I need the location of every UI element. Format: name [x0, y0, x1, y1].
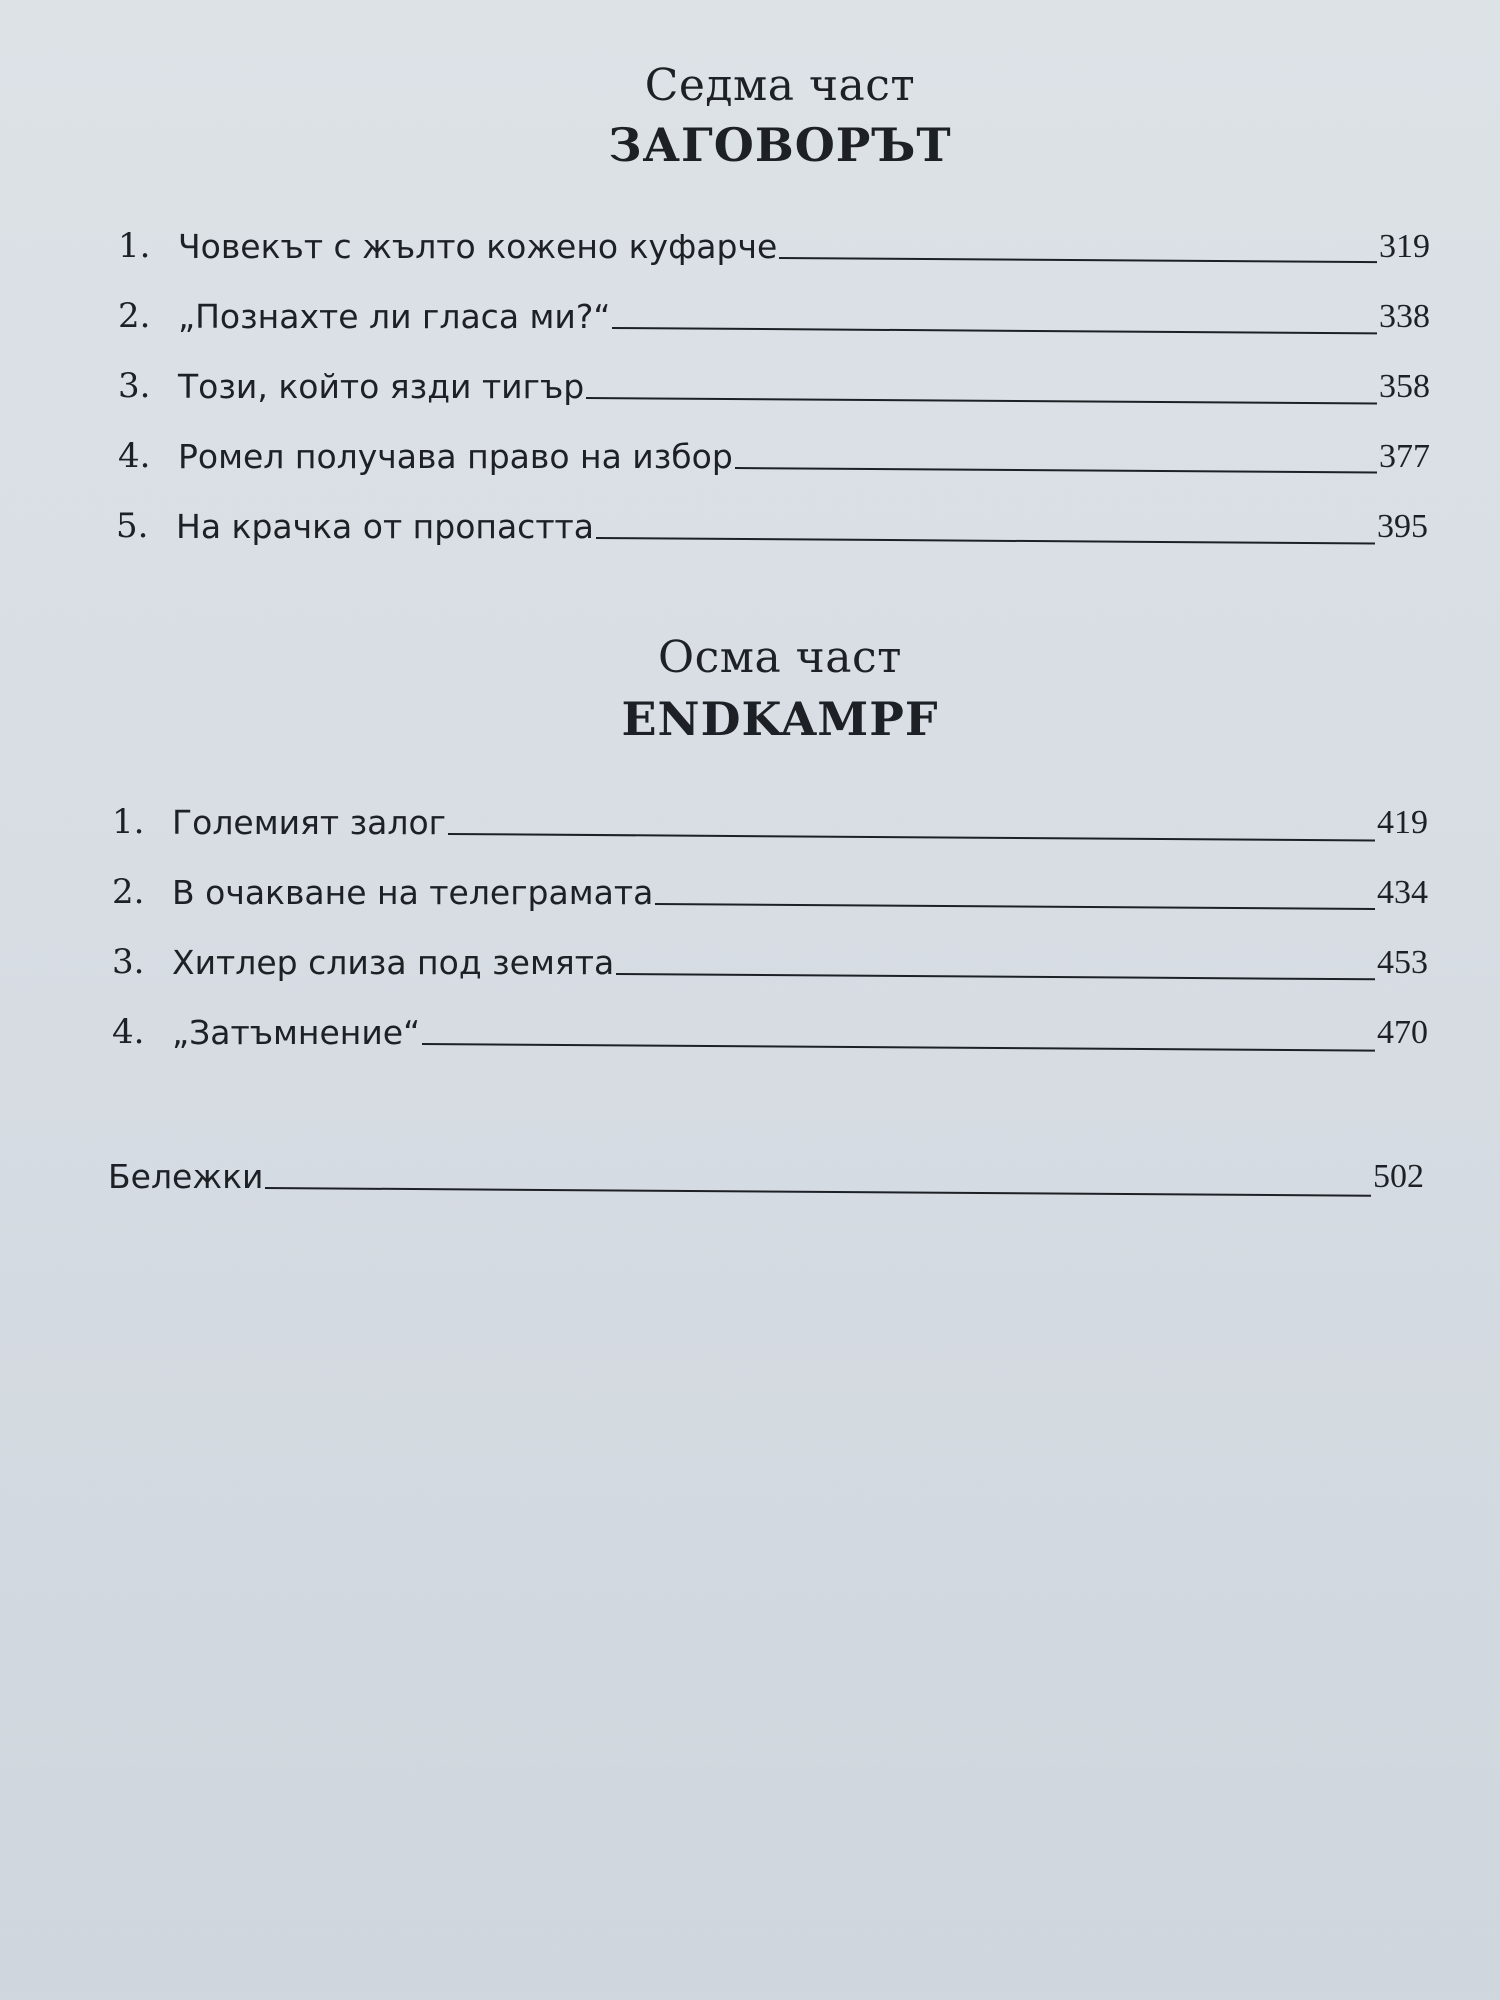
chapter-title: На крачка от пропастта: [176, 507, 594, 546]
chapter-title: Ромел получава право на избор: [178, 437, 733, 476]
chapter-title: „Затъмнение“: [172, 1013, 421, 1052]
chapter-title: „Познахте ли гласа ми?“: [178, 297, 611, 336]
leader-line: [448, 833, 1375, 841]
toc-row[interactable]: [116, 502, 1428, 546]
leader-line: [655, 903, 1375, 910]
part-7-subtitle: Седма част: [644, 60, 916, 111]
chapter-title: В очакване на телеграмата: [172, 873, 654, 912]
chapter-page: 434: [1377, 874, 1428, 911]
chapter-title: Големият залог: [172, 803, 447, 842]
leader-line: [779, 257, 1377, 263]
chapter-title: Човекът с жълто кожено куфарче: [178, 227, 778, 266]
part-7-title: ЗАГОВОРЪТ: [608, 118, 952, 172]
chapter-number: 3.: [118, 366, 151, 406]
chapter-title: Хитлер слиза под земята: [172, 943, 615, 982]
toc-row[interactable]: [112, 868, 1428, 912]
chapter-page: 319: [1379, 228, 1430, 265]
notes-page: 502: [1373, 1158, 1424, 1195]
leader-line: [586, 397, 1377, 405]
leader-line: [735, 467, 1377, 473]
chapter-page: 358: [1379, 368, 1430, 405]
toc-row[interactable]: [118, 362, 1430, 406]
toc-row[interactable]: [112, 938, 1428, 982]
leader-line: [612, 327, 1377, 334]
chapter-number: 3.: [112, 942, 145, 982]
leader-line: [616, 973, 1375, 980]
chapter-number: 5.: [116, 506, 149, 546]
toc-row[interactable]: [118, 292, 1430, 336]
chapter-number: 2.: [112, 872, 145, 912]
chapter-number: 1.: [112, 802, 145, 842]
chapter-number: 2.: [118, 296, 151, 336]
chapter-page: 470: [1377, 1014, 1428, 1051]
leader-line: [596, 537, 1375, 544]
chapter-page: 453: [1377, 944, 1428, 981]
leader-line: [265, 1187, 1371, 1197]
chapter-number: 4.: [118, 436, 151, 476]
chapter-number: 1.: [118, 226, 151, 266]
toc-row[interactable]: [112, 1008, 1428, 1052]
chapter-page: 338: [1379, 298, 1430, 335]
chapter-page: 395: [1377, 508, 1428, 545]
chapter-number: 4.: [112, 1012, 145, 1052]
part-8-subtitle: Осма част: [658, 632, 902, 683]
toc-row[interactable]: [118, 222, 1430, 266]
toc-row[interactable]: [118, 432, 1430, 476]
notes-title: Бележки: [108, 1157, 264, 1196]
chapter-page: 419: [1377, 804, 1428, 841]
toc-row-notes[interactable]: [108, 1152, 1424, 1196]
leader-line: [422, 1043, 1375, 1052]
part-8-title: ENDKAMPF: [621, 692, 939, 746]
chapter-page: 377: [1379, 438, 1430, 475]
toc-row[interactable]: [112, 798, 1428, 842]
chapter-title: Този, който язди тигър: [178, 367, 585, 406]
